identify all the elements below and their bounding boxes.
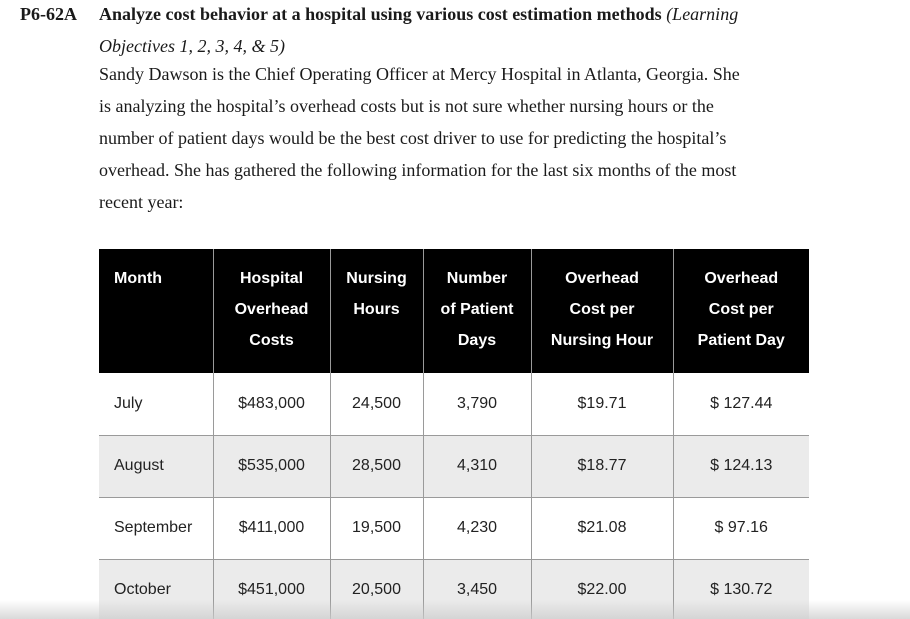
problem-heading	[99, 0, 819, 62]
header-overhead-cost-per-patient-day: Overhead Cost per Patient Day	[673, 249, 809, 373]
cell-overhead-costs: $483,000	[213, 373, 330, 435]
table-row	[99, 373, 809, 435]
cell-nursing-hours: 28,500	[330, 435, 423, 497]
description-line: Sandy Dawson is the Chief Operating Officer at Mercy Hospital in Atlanta, Georgia. She	[99, 64, 740, 84]
table-row	[99, 435, 809, 497]
learning-objectives-end: Objectives 1, 2, 3, 4, & 5)	[99, 36, 285, 56]
table-row	[99, 559, 809, 619]
problem-number: P6-62A	[20, 4, 77, 24]
header-hospital-overhead-costs: Hospital Overhead Costs	[213, 249, 330, 373]
description-line: overhead. She has gathered the following information for the last six months of the most	[99, 160, 737, 180]
cell-cost-per-nursing-hour: $22.00	[531, 559, 673, 619]
header-overhead-cost-per-nursing-hour: Overhead Cost per Nursing Hour	[531, 249, 673, 373]
learning-objectives-start: (Learning	[666, 4, 739, 24]
overhead-data-table	[99, 249, 809, 619]
cell-patient-days: 3,450	[423, 559, 531, 619]
header-number-of-patient-days: Number of Patient Days	[423, 249, 531, 373]
description-line: recent year:	[99, 192, 184, 212]
cell-cost-per-nursing-hour: $21.08	[531, 497, 673, 559]
header-nursing-hours: Nursing Hours	[330, 249, 423, 373]
problem-title: Analyze cost behavior at a hospital using various cost estimation methods	[99, 4, 662, 24]
cell-cost-per-patient-day: $ 124.13	[673, 435, 809, 497]
cell-patient-days: 3,790	[423, 373, 531, 435]
header-month: Month	[99, 249, 213, 373]
cell-cost-per-patient-day: $ 127.44	[673, 373, 809, 435]
cell-cost-per-patient-day: $ 130.72	[673, 559, 809, 619]
description-line: number of patient days would be the best cost driver to use for predicting the hospital’s	[99, 128, 727, 148]
cell-nursing-hours: 24,500	[330, 373, 423, 435]
cell-overhead-costs: $451,000	[213, 559, 330, 619]
table-header-row	[99, 249, 809, 373]
cell-patient-days: 4,310	[423, 435, 531, 497]
cell-month: July	[99, 373, 213, 435]
cell-overhead-costs: $411,000	[213, 497, 330, 559]
cell-patient-days: 4,230	[423, 497, 531, 559]
cell-nursing-hours: 20,500	[330, 559, 423, 619]
cell-month: September	[99, 497, 213, 559]
description-line: is analyzing the hospital’s overhead costs but is not sure whether nursing hours or the	[99, 96, 714, 116]
cell-month: October	[99, 559, 213, 619]
cell-cost-per-nursing-hour: $18.77	[531, 435, 673, 497]
cell-month: August	[99, 435, 213, 497]
problem-description	[99, 58, 819, 218]
cell-cost-per-patient-day: $ 97.16	[673, 497, 809, 559]
table-row	[99, 497, 809, 559]
cell-nursing-hours: 19,500	[330, 497, 423, 559]
cell-overhead-costs: $535,000	[213, 435, 330, 497]
cell-cost-per-nursing-hour: $19.71	[531, 373, 673, 435]
